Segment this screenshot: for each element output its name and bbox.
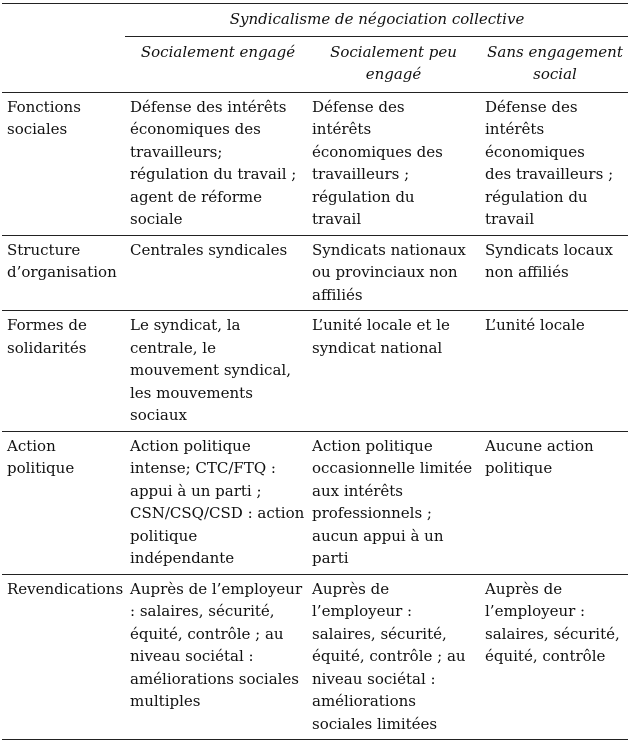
row-label: Revendications [7, 579, 124, 598]
table-row [2, 235, 628, 311]
table-row [2, 574, 628, 740]
table-cell: Défense des intérêts économiques des travailleurs; régulation du travail ; agent de réforme sociale [130, 97, 297, 228]
table-cell: Défense des intérêts économiques des travailleurs ; régulation du travail [312, 97, 443, 228]
table-cell: Syndicats nationaux ou provinciaux non affiliés [312, 240, 466, 304]
table-cell: Aucune action politique [485, 436, 594, 477]
row-label: Action politique [7, 436, 75, 477]
row-label: Structure d’organisation [7, 240, 117, 281]
column-header-row [2, 36, 628, 92]
table-cell: Syndicats locaux non affiliés [485, 240, 613, 281]
table-cell: Le syndicat, la centrale, le mouvement syndical, les mouvements sociaux [130, 316, 291, 424]
table-cell: Auprès de l’employeur : salaires, sécurité, équité, contrôle [485, 579, 620, 665]
table-cell: Action politique intense; CTC/FTQ : appui à un parti ; CSN/CSQ/CSD : action politique indépendante [130, 436, 305, 567]
row-label: Fonctions sociales [7, 97, 81, 138]
union-typology-table [2, 3, 628, 740]
row-label: Formes de solidarités [7, 316, 87, 357]
table-row [2, 431, 628, 574]
table-cell: L’unité locale [485, 316, 585, 334]
table-cell: Centrales syndicales [130, 240, 288, 259]
table-cell: Action politique occasionnelle limitée aux intérêts professionnels ; aucun appui à un parti [312, 436, 473, 567]
column-header: Socialement engagé [140, 42, 296, 61]
table-cell: L’unité locale et le syndicat national [312, 316, 450, 357]
group-header: Syndicalisme de négociation collective [125, 4, 628, 37]
corner-cell-lower [2, 36, 125, 92]
table-row [2, 311, 628, 432]
table-cell: Auprès de l’employeur : salaires, sécurité, équité, contrôle ; au niveau sociétal : améliorations sociales limitées [312, 579, 466, 733]
column-header: Socialement peu engagé [330, 42, 457, 83]
group-header-row [2, 4, 628, 37]
table-row [2, 92, 628, 235]
table-cell: Auprès de l’employeur : salaires, sécurité, équité, contrôle ; au niveau sociétal : améliorations sociales multiples [130, 579, 303, 710]
corner-cell [2, 4, 125, 37]
table-cell: Défense des intérêts économiques des travailleurs ; régulation du travail [485, 97, 614, 228]
column-header: Sans engagement social [487, 42, 623, 83]
